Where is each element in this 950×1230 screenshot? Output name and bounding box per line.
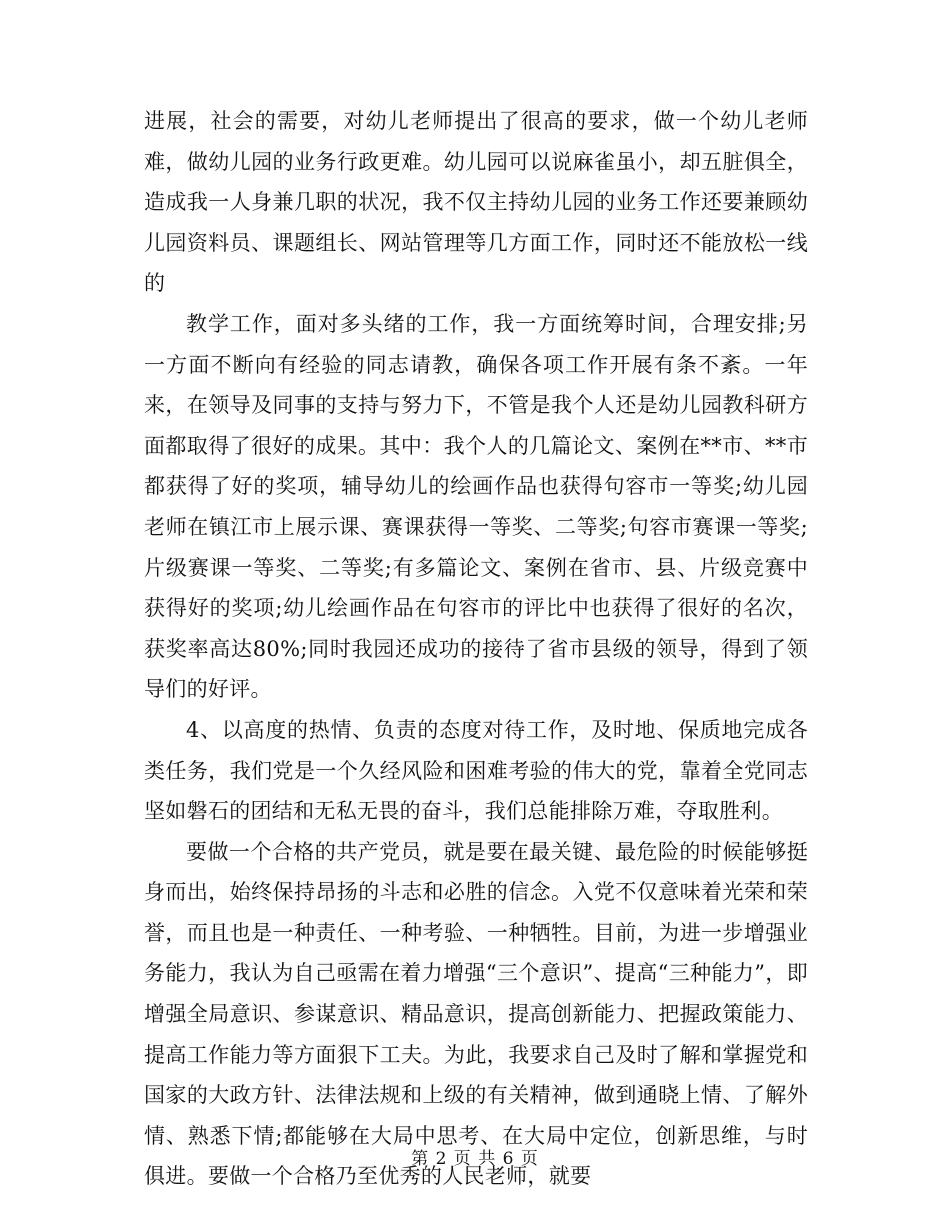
document-body xyxy=(144,101,808,1197)
paragraph-2: 教学工作，面对多头绪的工作，我一方面统筹时间，合理安排;另一方面不断向有经验的同志请教，确保各项工作开展有条不紊。一年来，在领导及同事的支持与努力下，不管是我个人还是幼儿园教科研方面都取得了很好的成果。其中：我个人的几篇论文、案例在**市、**市都获得了好的奖项，辅导幼儿的绘画作品也获得句容市一等奖;幼儿园老师在镇江市上展示课、赛课获得一等奖、二等奖;句容市赛课一等奖;片级赛课一等奖、二等奖;有多篇论文、案例在省市、县、片级竞赛中获得好的奖项;幼儿绘画作品在句容市的评比中也获得了很好的名次，获奖率高达80%;同时我园还成功的接待了省市县级的领导，得到了领导们的好评。 xyxy=(144,311,808,702)
page-number-label: 第 2 页 共 6 页 xyxy=(411,1149,539,1169)
paragraph-3: 4、以高度的热情、负责的态度对待工作，及时地、保质地完成各类任务，我们党是一个久经风险和困难考验的伟大的党，靠着全党同志坚如磐石的团结和无私无畏的奋斗，我们总能排除万难，夺取胜利。 xyxy=(144,717,808,824)
page-footer xyxy=(0,1144,950,1169)
paragraph-4: 要做一个合格的共产党员，就是要在最关键、最危险的时候能够挺身而出，始终保持昂扬的斗志和必胜的信念。入党不仅意味着光荣和荣誉，而且也是一种责任、一种考验、一种牺牲。目前，为进一步增强业务能力，我认为自己亟需在着力增强“三个意识”、提高“三种能力”，即增强全局意识、参谋意识、精品意识，提高创新能力、把握政策能力、提高工作能力等方面狠下工夫。为此，我要求自己及时了解和掌握党和国家的大政方针、法律法规和上级的有关精神，做到通晓上情、了解外情、熟悉下情;都能够在大局中思考、在大局中定位，创新思维，与时俱进。要做一个合格乃至优秀的人民老师，就要 xyxy=(144,839,808,1189)
paragraph-1: 进展，社会的需要，对幼儿老师提出了很高的要求，做一个幼儿老师难，做幼儿园的业务行政更难。幼儿园可以说麻雀虽小，却五脏俱全，造成我一人身兼几职的状况，我不仅主持幼儿园的业务工作还要兼顾幼儿园资料员、课题组长、网站管理等几方面工作，同时还不能放松一线的 xyxy=(144,109,808,296)
